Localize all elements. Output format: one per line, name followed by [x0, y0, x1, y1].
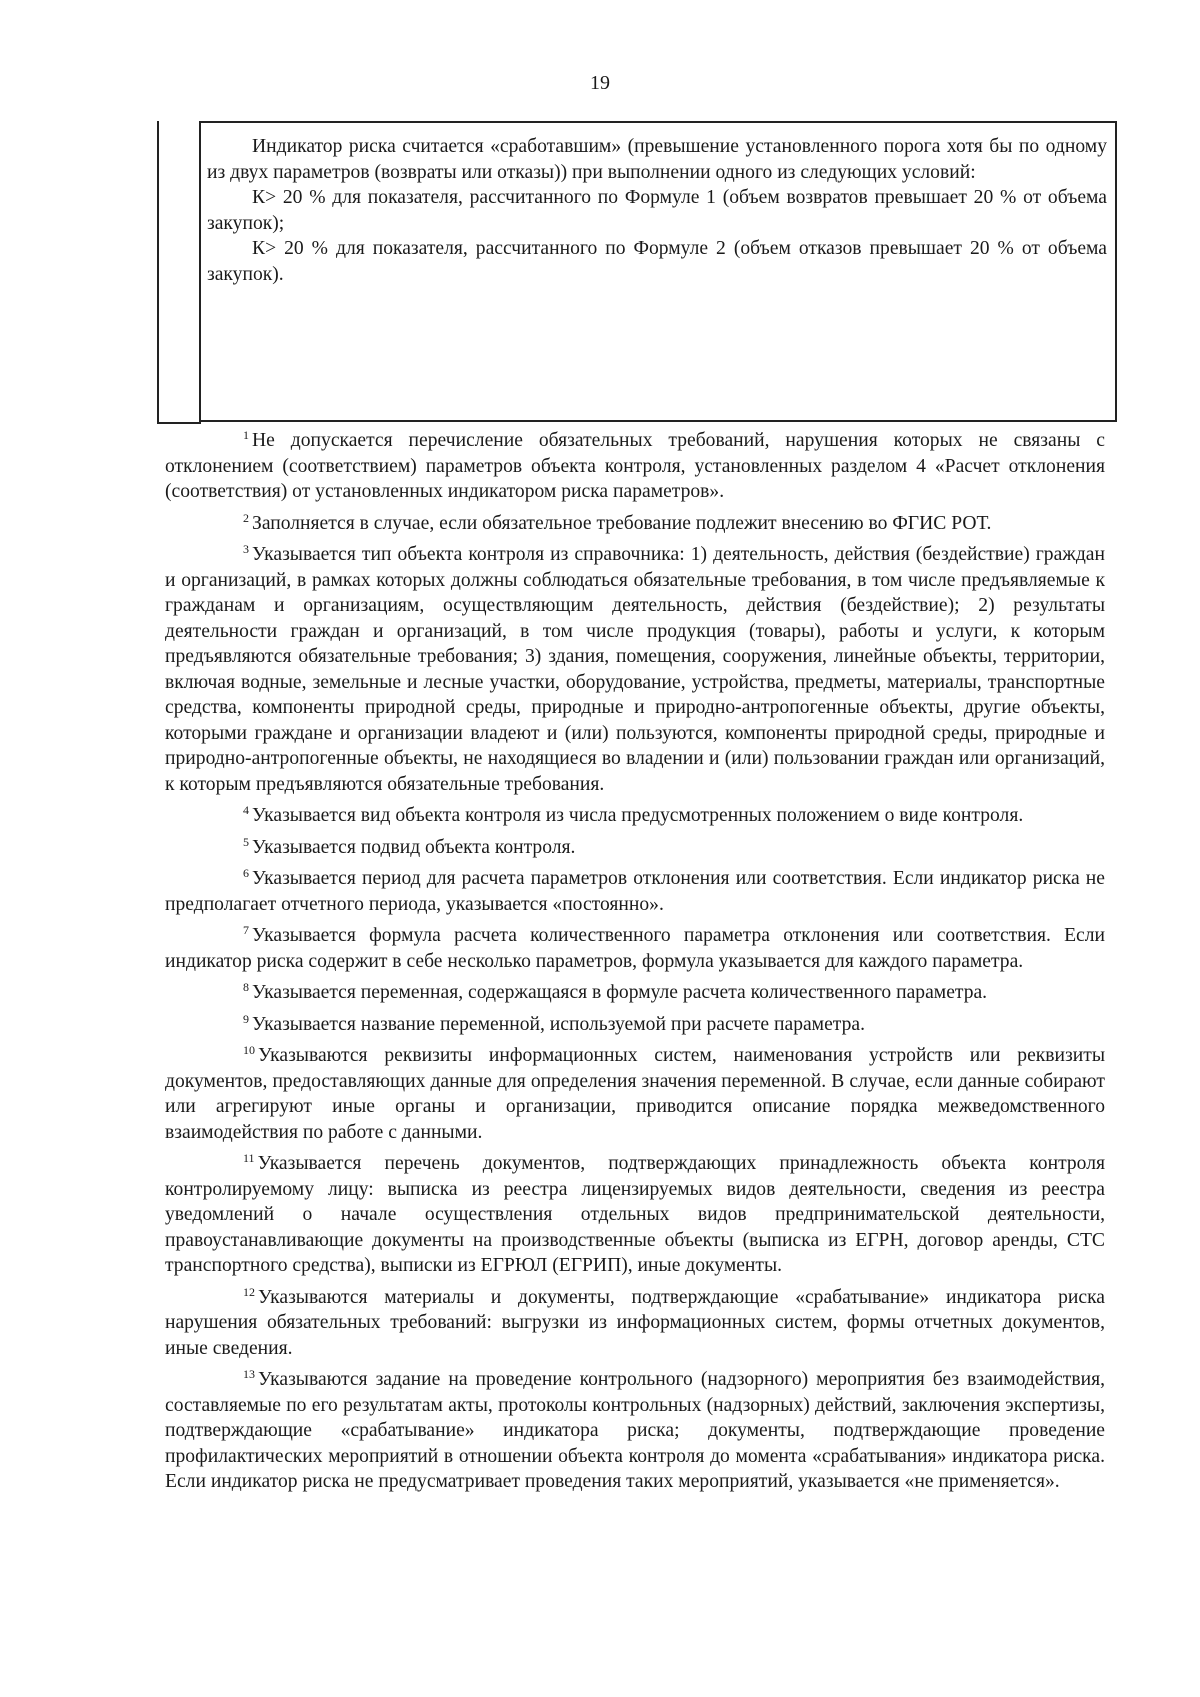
- footnote-mark: 12: [243, 1284, 255, 1299]
- footnote: [165, 1151, 1105, 1279]
- footnote-mark: 10: [243, 1043, 255, 1057]
- footnote-text: Указывается переменная, содержащаяся в формуле расчета количественного параметра.: [252, 982, 988, 1003]
- footnote: [165, 1367, 1105, 1495]
- footnote-text: Указывается подвид объекта контроля.: [252, 836, 576, 858]
- condition-formula-1: К> 20 % для показателя, рассчитанного по Формуле 1 (объем возвратов превышает 20 % от объема закупок);: [207, 187, 1107, 234]
- footnote-text: Указывается перечень документов, подтверждающих принадлежность объекта контроля контролируемому лицу: выписка из реестра лицензируемых видов деятельности, сведения из реестра уведомлений о начале осуществления отдельных видов предпринимательской деятельности, правоустанавливающие документы на производственные объекты (выписка из ЕГРН, договор аренды, СТС транспортного средства), выписки из ЕГРЮЛ (ЕГРИП), иные документы.: [165, 1153, 1105, 1276]
- footnote-text: Указывается формула расчета количественного параметра отклонения или соответствия. Если индикатор риска содержит в себе несколько параметров, формула указывается для каждого параметра.: [165, 925, 1105, 972]
- footnote: [165, 1012, 1105, 1038]
- footnote-text: Заполняется в случае, если обязательное требование подлежит внесению во ФГИС РОТ.: [252, 512, 992, 534]
- table-left-border: [157, 121, 159, 424]
- footnote-text: Не допускается перечисление обязательных требований, нарушения которых не связаны с отклонением (соответствием) параметров объекта контроля, установленных разделом 4 «Расчет отклонения (соответствия) от установленных индикатором риска параметров».: [165, 430, 1105, 502]
- footnote-text: Указывается период для расчета параметров отклонения или соответствия. Если индикатор риска не предполагает отчетного периода, указывается «постоянно».: [165, 868, 1105, 915]
- footnote: [165, 803, 1105, 829]
- footnote: [165, 923, 1105, 974]
- footnote-text: Указывается название переменной, используемой при расчете параметра.: [252, 1013, 865, 1035]
- table-bottom-border: [157, 422, 201, 424]
- footnote: [165, 428, 1105, 505]
- footnote: [165, 1285, 1105, 1362]
- footnote-text: Указываются реквизиты информационных систем, наименования устройств или реквизиты документов, предоставляющих данные для определения значения переменной. В случае, если данные собирают или агрегируют иные органы и организации, приводится описание порядка межведомственного взаимодействия по работе с данными.: [165, 1045, 1105, 1143]
- page-number: 19: [590, 72, 610, 94]
- footnote-mark: 1: [243, 428, 249, 442]
- footnote-text: Указывается вид объекта контроля из числа предусмотренных положением о виде контроля.: [252, 805, 1024, 826]
- footnote: [165, 1043, 1105, 1145]
- footnote-text: Указываются материалы и документы, подтверждающие «срабатывание» индикатора риска нарушения обязательных требований: выгрузки из информационных систем, формы отчетных документов, иные сведения.: [165, 1286, 1105, 1359]
- footnote-mark: 8: [243, 980, 249, 994]
- footnote-mark: 3: [243, 542, 249, 556]
- footnote: [165, 511, 1105, 537]
- footnote-text: Указывается тип объекта контроля из справочника: 1) деятельность, действия (бездействие) граждан и организаций, в рамках которых должны соблюдаться обязательные требования, в том числе предъявляемые к гражданам и организациям, осуществляющим деятельность, действия (бездействие); 2) результаты деятельности граждан и организаций, в том числе продукция (товары), работы и услуги, к которым предъявляются обязательные требования; 3) здания, помещения, сооружения, линейные объекты, территории, включая водные, земельные и лесные участки, оборудование, устройства, предметы, материалы, транспортные средства, компоненты природной среды, природные и природно-антропогенные объекты, другие объекты, которыми граждане и организации владеют и (или) пользуются, компоненты природной среды, природные и природно-антропогенные объекты, не находящиеся во владении и (или) пользовании граждан или организаций, к которым предъявляются обязательные требования.: [165, 544, 1105, 795]
- footnote-mark: 2: [243, 510, 249, 525]
- footnote-text: Указываются задание на проведение контрольного (надзорного) мероприятия без взаимодействия, составляемые по его результатам акты, протоколы контрольных (надзорных) действий, заключения экспертизы, подтверждающие «срабатывание» индикатора риска; документы, подтверждающие проведение профилактических мероприятий в отношении объекта контроля до момента «срабатывания» индикатора риска. Если индикатор риска не предусматривает проведения таких мероприятий, указывается «не применяется».: [165, 1369, 1105, 1492]
- risk-indicator-condition-cell: [199, 121, 1117, 422]
- footnote: [165, 866, 1105, 917]
- table-fragment: [157, 121, 1119, 424]
- condition-formula-2: К> 20 % для показателя, рассчитанного по Формуле 2 (объем отказов превышает 20 % от объема закупок).: [207, 238, 1107, 285]
- footnote-mark: 6: [243, 866, 249, 880]
- footnote: [165, 835, 1105, 861]
- footnotes: [165, 428, 1105, 1501]
- footnote-mark: 9: [243, 1011, 249, 1026]
- footnote-mark: 11: [243, 1151, 255, 1165]
- footnote-mark: 5: [243, 834, 249, 849]
- condition-intro: Индикатор риска считается «сработавшим» (превышение установленного порога хотя бы по одному из двух параметров (возвраты или отказы)) при выполнении одного из следующих условий:: [207, 136, 1107, 183]
- footnote-mark: 4: [243, 803, 249, 817]
- footnote: [165, 542, 1105, 797]
- footnote-mark: 13: [243, 1367, 255, 1381]
- footnote: [165, 980, 1105, 1006]
- footnote-mark: 7: [243, 923, 249, 937]
